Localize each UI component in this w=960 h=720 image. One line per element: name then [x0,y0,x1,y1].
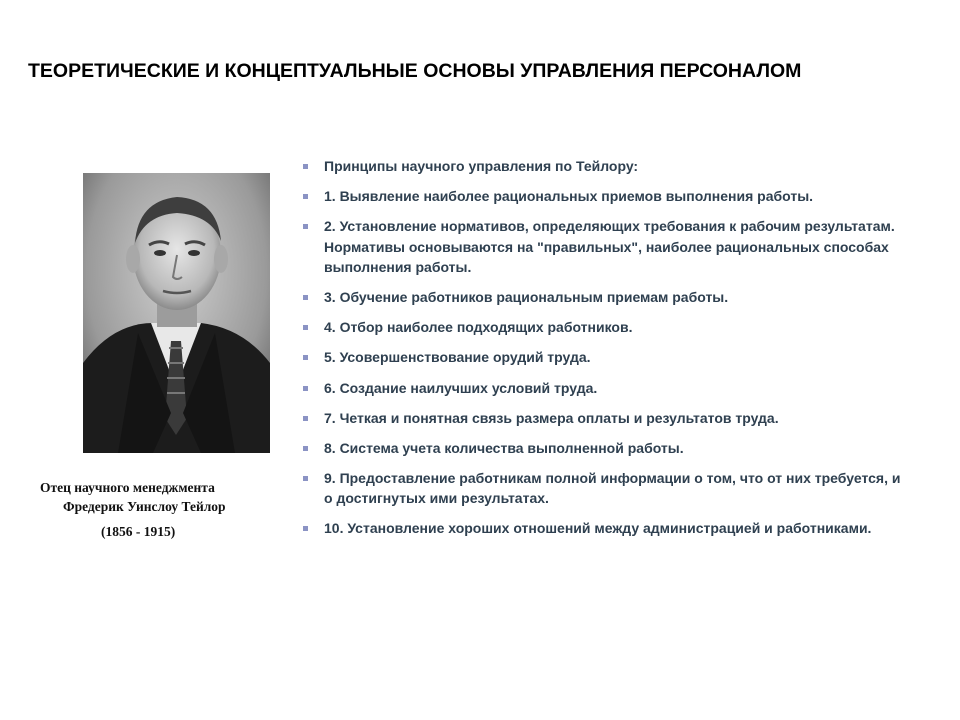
list-item-text: 4. Отбор наиболее подходящих работников. [324,319,633,336]
list-item [303,468,903,509]
slide-title: ТЕОРЕТИЧЕСКИЕ И КОНЦЕПТУАЛЬНЫЕ ОСНОВЫ УПРАВЛЕНИЯ ПЕРСОНАЛОМ [28,60,802,82]
list-item-text: 8. Система учета количества выполненной работы. [324,439,684,456]
list-item [303,518,903,539]
bullet-icon [303,164,308,169]
list-item-text: 5. Усовершенствование орудий труда. [324,349,591,366]
bullet-icon [303,476,308,481]
list-item-text: Принципы научного управления по Тейлору: [324,158,639,174]
list-item [303,287,903,308]
caption-title: Отец научного менеджмента [40,480,215,495]
principles-list [303,156,903,549]
portrait-photo [83,173,270,453]
list-item [303,438,903,459]
list-item-text: 1. Выявление наиболее рациональных приемов выполнения работы. [324,188,814,205]
list-item [303,216,903,278]
bullet-icon [303,526,308,531]
list-item [303,156,903,177]
list-item-text: 9. Предоставление работникам полной информации о том, что от них требуется, и о достигнутых ими результатах. [324,469,901,507]
bullet-icon [303,325,308,330]
list-item [303,378,903,399]
list-item [303,408,903,429]
caption-years: (1856 - 1915) [101,524,176,539]
caption-name: Фредерик Уинслоу Тейлор [63,499,226,514]
list-item-text: 7. Четкая и понятная связь размера оплаты и результатов труда. [324,409,779,426]
list-item [303,317,903,338]
bullet-icon [303,194,308,199]
bullet-icon [303,386,308,391]
list-item-text: 3. Обучение работников рациональным приемам работы. [324,289,729,306]
list-item-text: 6. Создание наилучших условий труда. [324,379,598,396]
list-item-text: 2. Установление нормативов, определяющих требования к рабочим результатам. Нормативы основываются на "правильных", наиболее рациональных способах выполнения работы. [324,218,895,276]
bullet-icon [303,224,308,229]
list-item-text: 10. Установление хороших отношений между администрацией и работниками. [324,520,872,537]
list-item [303,186,903,207]
bullet-icon [303,355,308,360]
list-item [303,347,903,368]
bullet-icon [303,446,308,451]
bullet-icon [303,416,308,421]
bullet-icon [303,295,308,300]
